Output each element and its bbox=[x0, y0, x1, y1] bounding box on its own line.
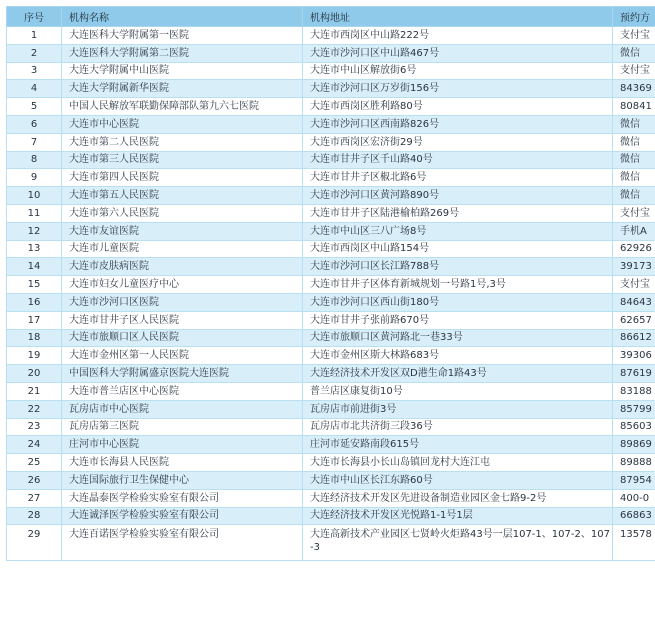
table-viewport bbox=[6, 6, 655, 616]
cell-institution-name: 大连市长海县人民医院 bbox=[62, 454, 303, 472]
cell-serial: 1 bbox=[7, 27, 62, 45]
cell-appointment-method: 微信 bbox=[613, 115, 655, 133]
cell-institution-name: 大连市第四人民医院 bbox=[62, 169, 303, 187]
cell-appointment-method: 84643 bbox=[613, 293, 655, 311]
cell-appointment-method: 87954 bbox=[613, 471, 655, 489]
cell-institution-name: 大连市甘井子区人民医院 bbox=[62, 311, 303, 329]
table-row bbox=[7, 98, 655, 116]
cell-appointment-method: 39173 bbox=[613, 258, 655, 276]
table-row bbox=[7, 62, 655, 80]
cell-serial: 12 bbox=[7, 222, 62, 240]
cell-institution-address: 大连市西岗区宏济街29号 bbox=[303, 133, 613, 151]
cell-appointment-method: 85799 bbox=[613, 400, 655, 418]
cell-appointment-method: 支付宝 bbox=[613, 27, 655, 45]
cell-appointment-method: 400-0 bbox=[613, 489, 655, 507]
cell-serial: 19 bbox=[7, 347, 62, 365]
cell-serial: 20 bbox=[7, 365, 62, 383]
cell-appointment-method: 微信 bbox=[613, 133, 655, 151]
table-row bbox=[7, 489, 655, 507]
cell-institution-name: 大连市中心医院 bbox=[62, 115, 303, 133]
cell-institution-name: 瓦房店第三医院 bbox=[62, 418, 303, 436]
table-row bbox=[7, 471, 655, 489]
cell-institution-name: 大连市第六人民医院 bbox=[62, 204, 303, 222]
table-header bbox=[7, 7, 655, 27]
cell-serial: 9 bbox=[7, 169, 62, 187]
cell-institution-name: 大连市皮肤病医院 bbox=[62, 258, 303, 276]
table-row bbox=[7, 27, 655, 45]
cell-institution-name: 大连市第五人民医院 bbox=[62, 187, 303, 205]
cell-serial: 28 bbox=[7, 507, 62, 525]
cell-institution-address: 大连市沙河口区黄河路890号 bbox=[303, 187, 613, 205]
cell-institution-address: 大连市沙河口区长江路788号 bbox=[303, 258, 613, 276]
table-row bbox=[7, 365, 655, 383]
table-row bbox=[7, 133, 655, 151]
table-row bbox=[7, 311, 655, 329]
table-row bbox=[7, 276, 655, 294]
cell-institution-name: 大连市友谊医院 bbox=[62, 222, 303, 240]
cell-serial: 18 bbox=[7, 329, 62, 347]
cell-institution-address: 大连市长海县小长山岛镇回龙村大连江屯 bbox=[303, 454, 613, 472]
cell-serial: 8 bbox=[7, 151, 62, 169]
cell-appointment-method: 13578 bbox=[613, 525, 655, 561]
table-row bbox=[7, 454, 655, 472]
cell-serial: 5 bbox=[7, 98, 62, 116]
testing-institution-table bbox=[6, 6, 655, 561]
table-row bbox=[7, 240, 655, 258]
cell-appointment-method: 83188 bbox=[613, 382, 655, 400]
cell-appointment-method: 微信 bbox=[613, 169, 655, 187]
cell-institution-address: 大连市沙河口区西山街180号 bbox=[303, 293, 613, 311]
cell-serial: 16 bbox=[7, 293, 62, 311]
cell-institution-address: 大连经济技术开发区双D港生命1路43号 bbox=[303, 365, 613, 383]
cell-serial: 25 bbox=[7, 454, 62, 472]
header-institution-address: 机构地址 bbox=[303, 7, 613, 27]
cell-institution-address: 大连市旅顺口区黄河路北一巷33号 bbox=[303, 329, 613, 347]
cell-institution-name: 中国人民解放军联勤保障部队第九六七医院 bbox=[62, 98, 303, 116]
cell-appointment-method: 支付宝 bbox=[613, 62, 655, 80]
cell-appointment-method: 微信 bbox=[613, 44, 655, 62]
cell-serial: 7 bbox=[7, 133, 62, 151]
cell-serial: 6 bbox=[7, 115, 62, 133]
cell-serial: 2 bbox=[7, 44, 62, 62]
cell-serial: 15 bbox=[7, 276, 62, 294]
cell-institution-name: 大连大学附属新华医院 bbox=[62, 80, 303, 98]
header-row bbox=[7, 7, 655, 27]
cell-serial: 3 bbox=[7, 62, 62, 80]
cell-institution-name: 中国医科大学附属盛京医院大连医院 bbox=[62, 365, 303, 383]
cell-serial: 22 bbox=[7, 400, 62, 418]
cell-institution-address: 普兰店区康复街10号 bbox=[303, 382, 613, 400]
cell-institution-name: 大连晶泰医学检验实验室有限公司 bbox=[62, 489, 303, 507]
cell-serial: 4 bbox=[7, 80, 62, 98]
cell-institution-name: 瓦房店市中心医院 bbox=[62, 400, 303, 418]
cell-institution-address: 大连经济技术开发区先进设备制造业园区金七路9-2号 bbox=[303, 489, 613, 507]
cell-institution-address: 大连市西岗区中山路222号 bbox=[303, 27, 613, 45]
cell-appointment-method: 89888 bbox=[613, 454, 655, 472]
table-row bbox=[7, 329, 655, 347]
cell-serial: 21 bbox=[7, 382, 62, 400]
cell-institution-address: 大连市甘井子区陆港榆柏路269号 bbox=[303, 204, 613, 222]
cell-institution-name: 大连国际旅行卫生保健中心 bbox=[62, 471, 303, 489]
table-row bbox=[7, 293, 655, 311]
cell-institution-address: 大连市甘井子区千山路40号 bbox=[303, 151, 613, 169]
cell-appointment-method: 支付宝 bbox=[613, 276, 655, 294]
table-row bbox=[7, 44, 655, 62]
cell-institution-address: 大连市沙河口区万岁街156号 bbox=[303, 80, 613, 98]
cell-institution-name: 大连医科大学附属第二医院 bbox=[62, 44, 303, 62]
cell-appointment-method: 62926 bbox=[613, 240, 655, 258]
cell-institution-address: 大连市甘井子区椒北路6号 bbox=[303, 169, 613, 187]
cell-institution-name: 大连诚泽医学检验实验室有限公司 bbox=[62, 507, 303, 525]
table-row bbox=[7, 258, 655, 276]
cell-institution-name: 大连市第三人民医院 bbox=[62, 151, 303, 169]
cell-appointment-method: 80841 bbox=[613, 98, 655, 116]
cell-serial: 11 bbox=[7, 204, 62, 222]
cell-institution-name: 大连医科大学附属第一医院 bbox=[62, 27, 303, 45]
table-row bbox=[7, 169, 655, 187]
cell-appointment-method: 39306 bbox=[613, 347, 655, 365]
header-serial: 序号 bbox=[7, 7, 62, 27]
cell-appointment-method: 66863 bbox=[613, 507, 655, 525]
cell-institution-name: 大连市儿童医院 bbox=[62, 240, 303, 258]
cell-appointment-method: 支付宝 bbox=[613, 204, 655, 222]
cell-serial: 23 bbox=[7, 418, 62, 436]
cell-appointment-method: 89869 bbox=[613, 436, 655, 454]
cell-serial: 17 bbox=[7, 311, 62, 329]
cell-institution-name: 大连市普兰店区中心医院 bbox=[62, 382, 303, 400]
cell-institution-name: 大连市沙河口区医院 bbox=[62, 293, 303, 311]
cell-institution-address: 大连高新技术产业园区七贤岭火炬路43号一层107-1、107-2、107-3 bbox=[303, 525, 613, 561]
cell-institution-name: 庄河市中心医院 bbox=[62, 436, 303, 454]
cell-institution-name: 大连百诺医学检验实验室有限公司 bbox=[62, 525, 303, 561]
cell-serial: 14 bbox=[7, 258, 62, 276]
cell-serial: 26 bbox=[7, 471, 62, 489]
cell-appointment-method: 微信 bbox=[613, 187, 655, 205]
cell-institution-name: 大连市第二人民医院 bbox=[62, 133, 303, 151]
table-row bbox=[7, 400, 655, 418]
cell-appointment-method: 86612 bbox=[613, 329, 655, 347]
table-row bbox=[7, 347, 655, 365]
cell-serial: 27 bbox=[7, 489, 62, 507]
table-row bbox=[7, 507, 655, 525]
cell-institution-address: 大连市中山区三八广场8号 bbox=[303, 222, 613, 240]
cell-institution-address: 大连市甘井子区体育新城规划一号路1号,3号 bbox=[303, 276, 613, 294]
cell-appointment-method: 87619 bbox=[613, 365, 655, 383]
cell-institution-name: 大连市旅顺口区人民医院 bbox=[62, 329, 303, 347]
cell-appointment-method: 62657 bbox=[613, 311, 655, 329]
table-row bbox=[7, 222, 655, 240]
cell-institution-address: 大连市中山区解放街6号 bbox=[303, 62, 613, 80]
table-row bbox=[7, 80, 655, 98]
table-row bbox=[7, 382, 655, 400]
cell-serial: 24 bbox=[7, 436, 62, 454]
cell-appointment-method: 84369 bbox=[613, 80, 655, 98]
cell-institution-address: 大连市甘井子张前路670号 bbox=[303, 311, 613, 329]
cell-appointment-method: 手机A bbox=[613, 222, 655, 240]
cell-appointment-method: 85603 bbox=[613, 418, 655, 436]
table-row bbox=[7, 187, 655, 205]
table-row bbox=[7, 418, 655, 436]
cell-institution-address: 大连市沙河口区中山路467号 bbox=[303, 44, 613, 62]
cell-institution-address: 瓦房店市北共济街三段36号 bbox=[303, 418, 613, 436]
cell-institution-address: 大连市中山区长江东路60号 bbox=[303, 471, 613, 489]
cell-institution-address: 大连经济技术开发区光悦路1-1号1层 bbox=[303, 507, 613, 525]
table-row bbox=[7, 204, 655, 222]
cell-institution-address: 大连市西岗区中山路154号 bbox=[303, 240, 613, 258]
cell-institution-name: 大连市金州区第一人民医院 bbox=[62, 347, 303, 365]
cell-serial: 29 bbox=[7, 525, 62, 561]
cell-institution-address: 大连市金州区斯大林路683号 bbox=[303, 347, 613, 365]
cell-serial: 13 bbox=[7, 240, 62, 258]
cell-institution-name: 大连市妇女儿童医疗中心 bbox=[62, 276, 303, 294]
table-row bbox=[7, 115, 655, 133]
cell-institution-address: 大连市西岗区胜利路80号 bbox=[303, 98, 613, 116]
cell-institution-address: 瓦房店市前进街3号 bbox=[303, 400, 613, 418]
header-institution-name: 机构名称 bbox=[62, 7, 303, 27]
cell-institution-address: 庄河市延安路南段615号 bbox=[303, 436, 613, 454]
cell-appointment-method: 微信 bbox=[613, 151, 655, 169]
header-appointment-method: 预约方 bbox=[613, 7, 655, 27]
table-row bbox=[7, 151, 655, 169]
table-body bbox=[7, 27, 655, 561]
cell-institution-address: 大连市沙河口区西南路826号 bbox=[303, 115, 613, 133]
cell-institution-name: 大连大学附属中山医院 bbox=[62, 62, 303, 80]
cell-serial: 10 bbox=[7, 187, 62, 205]
table-row bbox=[7, 525, 655, 561]
table-row bbox=[7, 436, 655, 454]
